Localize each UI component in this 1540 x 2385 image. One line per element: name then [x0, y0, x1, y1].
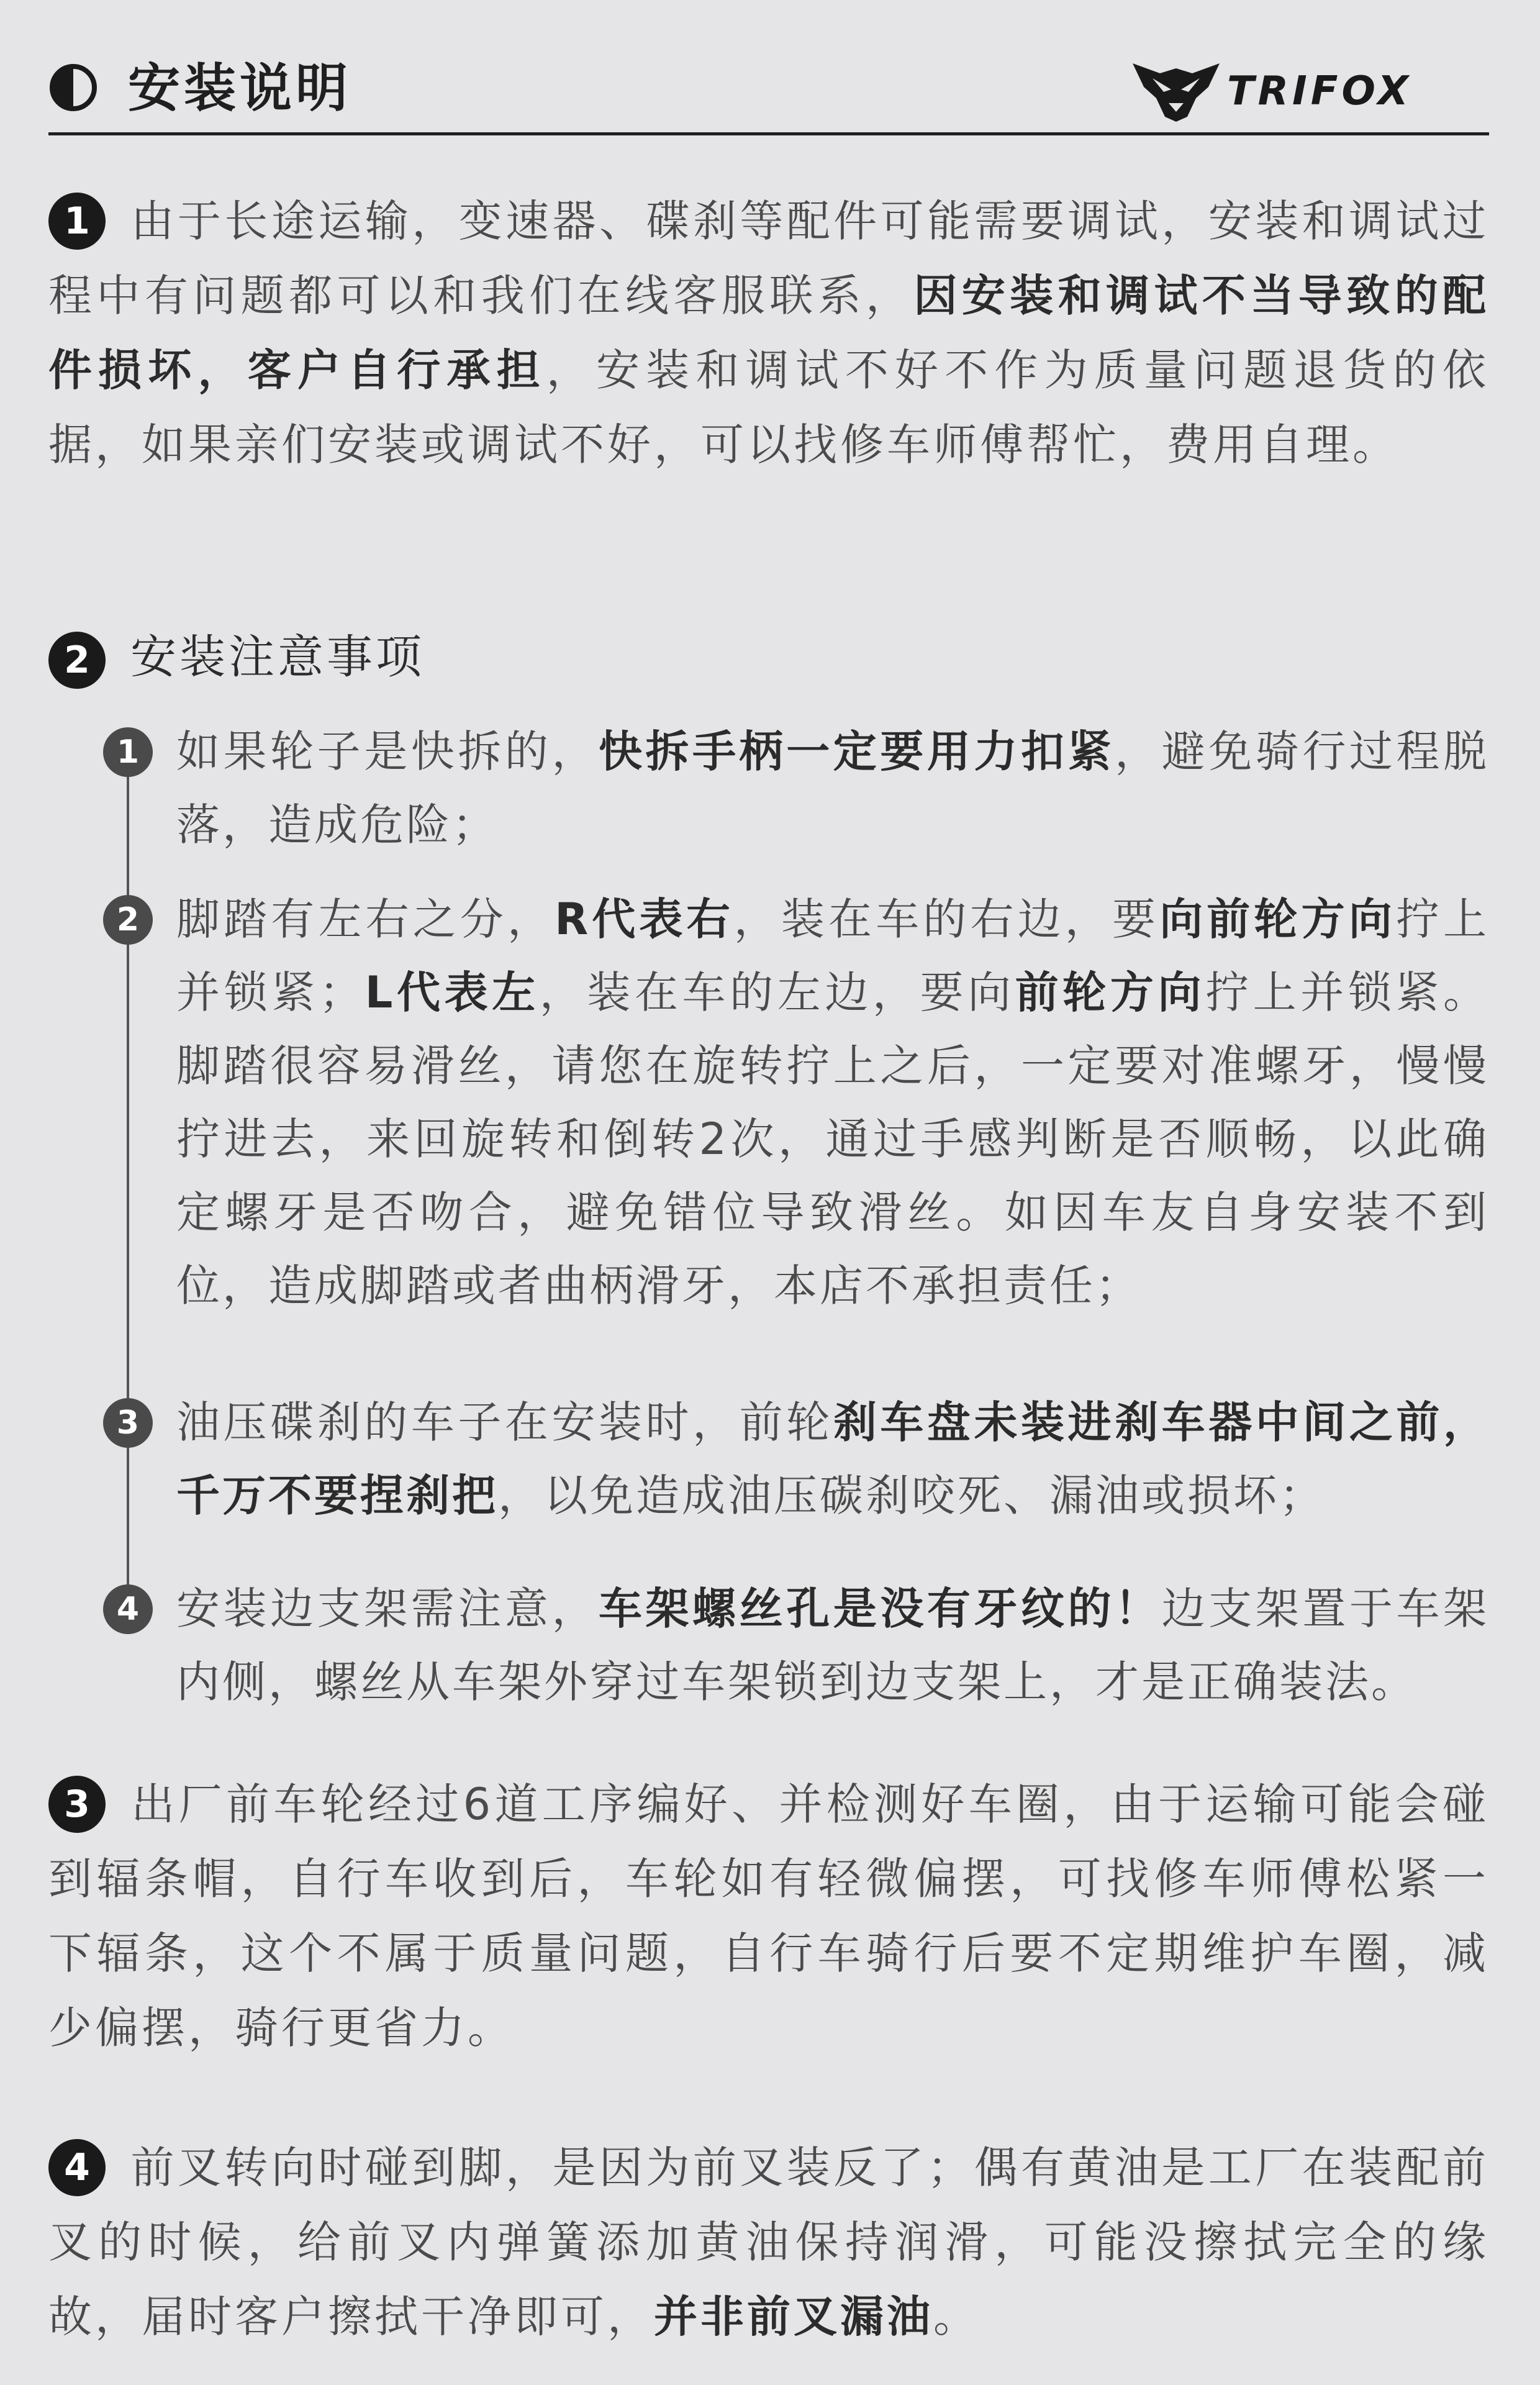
notice-item-4 — [176, 1572, 1489, 1719]
notice-list — [48, 714, 1490, 1707]
half-circle-icon — [48, 63, 98, 112]
item-text: 油压碟刹的车子在安装时，前轮 — [176, 1397, 833, 1448]
item-text: ，以免造成油压碳刹咬死、漏油或损坏； — [498, 1470, 1325, 1521]
item-text: 脚踏有左右之分， — [176, 894, 555, 945]
section-4-bold: 并非前叉漏油 — [654, 2291, 933, 2342]
section-4 — [48, 2130, 1489, 2354]
item-number: 4 — [103, 1584, 153, 1634]
section-number: 3 — [48, 1776, 106, 1833]
timeline-line — [127, 752, 129, 1633]
item-text: 如果轮子是快拆的， — [176, 726, 599, 777]
section-number: 4 — [48, 2139, 106, 2196]
item-text: ，装在车的右边，要 — [733, 894, 1160, 945]
item-text: ，避免骑行过程脱落，造成危险； — [176, 726, 1490, 850]
instruction-page — [48, 0, 1490, 2342]
item-bold: 车架螺丝孔是没有牙纹的！ — [599, 1583, 1162, 1634]
item-text: 边支架置于车架内侧，螺丝从车架外穿过车架锁到边支架上，才是正确装法。 — [176, 1583, 1490, 1707]
section-3 — [48, 1767, 1489, 2065]
section-3-text: 出厂前车轮经过6道工序编好、并检测好车圈，由于运输可能会碰到辐条帽，自行车收到后，车轮如有轻微偏摆，可找修车师傅松紧一下辐条，这个不属于质量问题，自行车骑行后要不定期维护车圈，减少偏摆，骑行更省力。 — [48, 1779, 1489, 2053]
trifox-logo — [1128, 55, 1488, 123]
section-number: 1 — [48, 193, 106, 250]
item-number: 1 — [103, 727, 153, 777]
item-bold: L代表左 — [365, 967, 540, 1018]
item-text: 拧上并锁紧； — [176, 894, 1490, 1018]
section-1-text-b: ，安装和调试不好不作为质量问题退货的依据，如果亲们安装或调试不好，可以找修车师傅帮忙，费用自理。 — [48, 345, 1490, 470]
notice-item-2 — [176, 883, 1489, 1322]
item-number: 2 — [103, 895, 153, 945]
page-header — [48, 0, 1489, 138]
item-text: ，装在车的左边，要向 — [539, 967, 1015, 1018]
item-bold: 刹车盘未装进刹车器中间之前，千万不要捏刹把 — [176, 1397, 1490, 1521]
section-4-text-b: 。 — [933, 2291, 980, 2342]
notice-item-1 — [176, 715, 1489, 861]
section-number: 2 — [48, 632, 106, 689]
section-2-heading — [48, 626, 425, 688]
notice-item-3 — [176, 1386, 1489, 1532]
section-1-text-a: 由于长途运输，变速器、碟刹等配件可能需要调试，安装和调试过程中有问题都可以和我们在线客服联系， — [48, 196, 1489, 321]
item-bold: 前轮方向 — [1015, 967, 1206, 1018]
section-4-text-a: 前叉转向时碰到脚，是因为前叉装反了；偶有黄油是工厂在装配前叉的时候，给前叉内弹簧添加黄油保持润滑，可能没擦拭完全的缘故，届时客户擦拭干净即可， — [48, 2142, 1489, 2342]
brand-wordmark: TRIFOX — [1227, 68, 1412, 114]
item-bold: 向前轮方向 — [1159, 894, 1396, 945]
item-bold: 快拆手柄一定要用力扣紧 — [599, 726, 1115, 777]
page-title: 安装说明 — [128, 58, 352, 119]
header-divider — [48, 132, 1489, 135]
section-1 — [48, 184, 1489, 482]
item-text: 安装边支架需注意， — [176, 1583, 599, 1634]
item-text: 拧上并锁紧。脚踏很容易滑丝，请您在旋转拧上之后，一定要对准螺牙，慢慢拧进去，来回旋转和倒转2次，通过手感判断是否顺畅，以此确定螺牙是否吻合，避免错位导致滑丝。如因车友自身安装不到位，造成脚踏或者曲柄滑牙，本店不承担责任； — [176, 967, 1490, 1311]
section-2-title: 安装注意事项 — [130, 630, 425, 684]
item-number: 3 — [103, 1398, 153, 1448]
item-bold: R代表右 — [555, 894, 734, 945]
section-1-bold: 因安装和调试不当导致的配件损坏，客户自行承担 — [48, 270, 1490, 396]
